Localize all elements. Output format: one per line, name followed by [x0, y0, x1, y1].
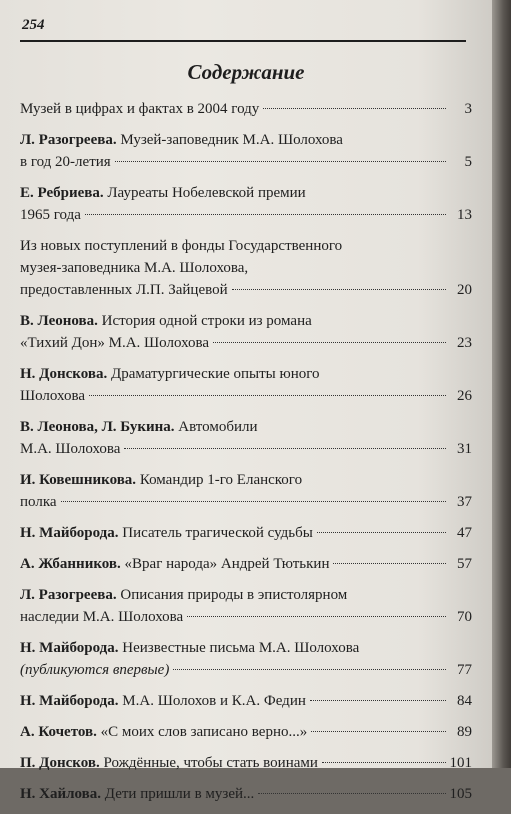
toc-author: Н. Майборода.: [20, 693, 119, 709]
toc-entry: [20, 721, 472, 743]
toc-entry: [20, 416, 472, 460]
toc-entry-line: [20, 129, 472, 151]
toc-author: И. Ковешникова.: [20, 472, 137, 488]
toc-entry: [20, 522, 472, 544]
toc-title: Шолохова: [20, 388, 86, 404]
toc-entry-line: [20, 491, 472, 513]
toc-title: Писатель трагической судьбы: [122, 525, 313, 541]
toc-leader-dots: [263, 108, 446, 109]
toc-page-number: 26: [457, 388, 472, 404]
toc-author: А. Кочетов.: [20, 724, 97, 740]
toc-title: Из новых поступлений в фонды Государственного: [20, 238, 343, 254]
toc-entry: [20, 310, 472, 354]
toc-title: Музей в цифрах и фактах в 2004 году: [20, 101, 260, 117]
toc-author: Н. Майборода.: [20, 640, 119, 656]
toc-title: История одной строки из романа: [101, 313, 312, 329]
toc-page-number: 47: [457, 525, 472, 541]
toc-title: Лауреаты Нобелевской премии: [107, 185, 306, 201]
toc-entry: [20, 182, 472, 226]
toc-title: Описания природы в эпистолярном: [120, 587, 348, 603]
toc-author: В. Леонова, Л. Букина.: [20, 419, 175, 435]
toc-leader-dots: [173, 669, 446, 670]
book-edge: [492, 0, 511, 768]
toc-page-number: 84: [457, 693, 472, 709]
page-number: 254: [22, 17, 45, 33]
toc-title: М.А. Шолохова: [20, 441, 121, 457]
toc-page-number: 77: [457, 662, 472, 678]
toc-title: Дети пришли в музей...: [104, 786, 255, 802]
toc-entry: [20, 752, 472, 774]
toc-title: полка: [20, 494, 57, 510]
toc-entry: [20, 469, 472, 513]
toc-entry-line: [20, 279, 472, 301]
toc-entry: [20, 553, 472, 575]
toc-title: Музей-заповедник М.А. Шолохова: [120, 132, 343, 148]
toc-title: Рождённые, чтобы стать воинами: [103, 755, 318, 771]
toc-leader-dots: [187, 616, 446, 617]
toc-leader-dots: [310, 700, 446, 701]
toc-entry-line: [20, 438, 472, 460]
toc-title: в год 20-летия: [20, 154, 111, 170]
toc-page-number: 101: [449, 755, 472, 771]
header-rule: [20, 40, 466, 42]
toc-leader-dots: [311, 731, 446, 732]
toc-page-number: 20: [457, 282, 472, 298]
toc-page-number: 70: [457, 609, 472, 625]
toc-entry: [20, 235, 472, 301]
toc-leader-dots: [258, 793, 445, 794]
toc-entry-line: [20, 151, 472, 173]
toc-author: Е. Ребриева.: [20, 185, 104, 201]
toc-author: Н. Хайлова.: [20, 786, 102, 802]
toc-entry-line: [20, 332, 472, 354]
toc-author: Л. Разогреева.: [20, 132, 117, 148]
toc-entry-line: [20, 584, 472, 606]
toc-page-number: 3: [464, 101, 472, 117]
toc-author: А. Жбанников.: [20, 556, 121, 572]
toc-page-number: 31: [457, 441, 472, 457]
toc-leader-dots: [232, 289, 446, 290]
toc-entry-line: [20, 721, 472, 743]
toc-entry: [20, 690, 472, 712]
toc-entry-line: [20, 98, 472, 120]
toc-entry-line: [20, 235, 472, 257]
toc-title: Неизвестные письма М.А. Шолохова: [122, 640, 360, 656]
toc-entry: [20, 363, 472, 407]
toc-entry-line: [20, 783, 472, 805]
toc-leader-dots: [317, 532, 446, 533]
toc-entry-line: [20, 690, 472, 712]
toc-title: «С моих слов записано верно...»: [100, 724, 308, 740]
toc-page-number: 5: [464, 154, 472, 170]
toc-title: Командир 1-го Еланского: [139, 472, 303, 488]
toc-title: 1965 года: [20, 207, 81, 223]
toc-entry-line: [20, 522, 472, 544]
toc-page-number: 13: [457, 207, 472, 223]
toc-title: «Враг народа» Андрей Тютькин: [124, 556, 330, 572]
toc-title: музея-заповедника М.А. Шолохова,: [20, 260, 249, 276]
toc-title: Драматургические опыты юного: [110, 366, 320, 382]
toc-page-number: 37: [457, 494, 472, 510]
toc-leader-dots: [89, 395, 446, 396]
toc-page-number: 105: [449, 786, 472, 802]
toc-title: «Тихий Дон» М.А. Шолохова: [20, 335, 210, 351]
toc-leader-dots: [115, 161, 446, 162]
toc-subtitle: (публикуются впервые): [20, 662, 170, 678]
toc-entry-line: [20, 310, 472, 332]
toc-page-number: 89: [457, 724, 472, 740]
toc-title: предоставленных Л.П. Зайцевой: [20, 282, 228, 298]
toc-entry: [20, 783, 472, 805]
toc-entry-line: [20, 257, 472, 279]
toc-page-number: 23: [457, 335, 472, 351]
toc-leader-dots: [213, 342, 446, 343]
toc-author: В. Леонова.: [20, 313, 98, 329]
toc-entry-line: [20, 182, 472, 204]
toc-leader-dots: [124, 448, 446, 449]
toc-entry: [20, 637, 472, 681]
toc-entry: [20, 98, 472, 120]
toc-entry-line: [20, 606, 472, 628]
toc-entry-line: [20, 553, 472, 575]
toc-entry-line: [20, 363, 472, 385]
toc-entry: [20, 584, 472, 628]
toc-entry-line: [20, 385, 472, 407]
toc-entry-line: [20, 204, 472, 226]
toc-author: П. Донсков.: [20, 755, 100, 771]
toc-leader-dots: [61, 501, 446, 502]
toc-leader-dots: [333, 563, 446, 564]
page-title: Содержание: [187, 60, 305, 84]
toc-author: Н. Донскова.: [20, 366, 108, 382]
toc-author: Н. Майборода.: [20, 525, 119, 541]
table-of-contents: [20, 98, 472, 814]
toc-page-number: 57: [457, 556, 472, 572]
toc-author: Л. Разогреева.: [20, 587, 117, 603]
toc-title: М.А. Шолохов и К.А. Федин: [122, 693, 306, 709]
toc-leader-dots: [322, 762, 446, 763]
toc-entry-line: [20, 416, 472, 438]
toc-entry-line: [20, 659, 472, 681]
toc-title: наследии М.А. Шолохова: [20, 609, 184, 625]
toc-entry-line: [20, 469, 472, 491]
toc-entry-line: [20, 637, 472, 659]
toc-leader-dots: [85, 214, 446, 215]
toc-title: Автомобили: [178, 419, 258, 435]
toc-entry-line: [20, 752, 472, 774]
toc-entry: [20, 129, 472, 173]
